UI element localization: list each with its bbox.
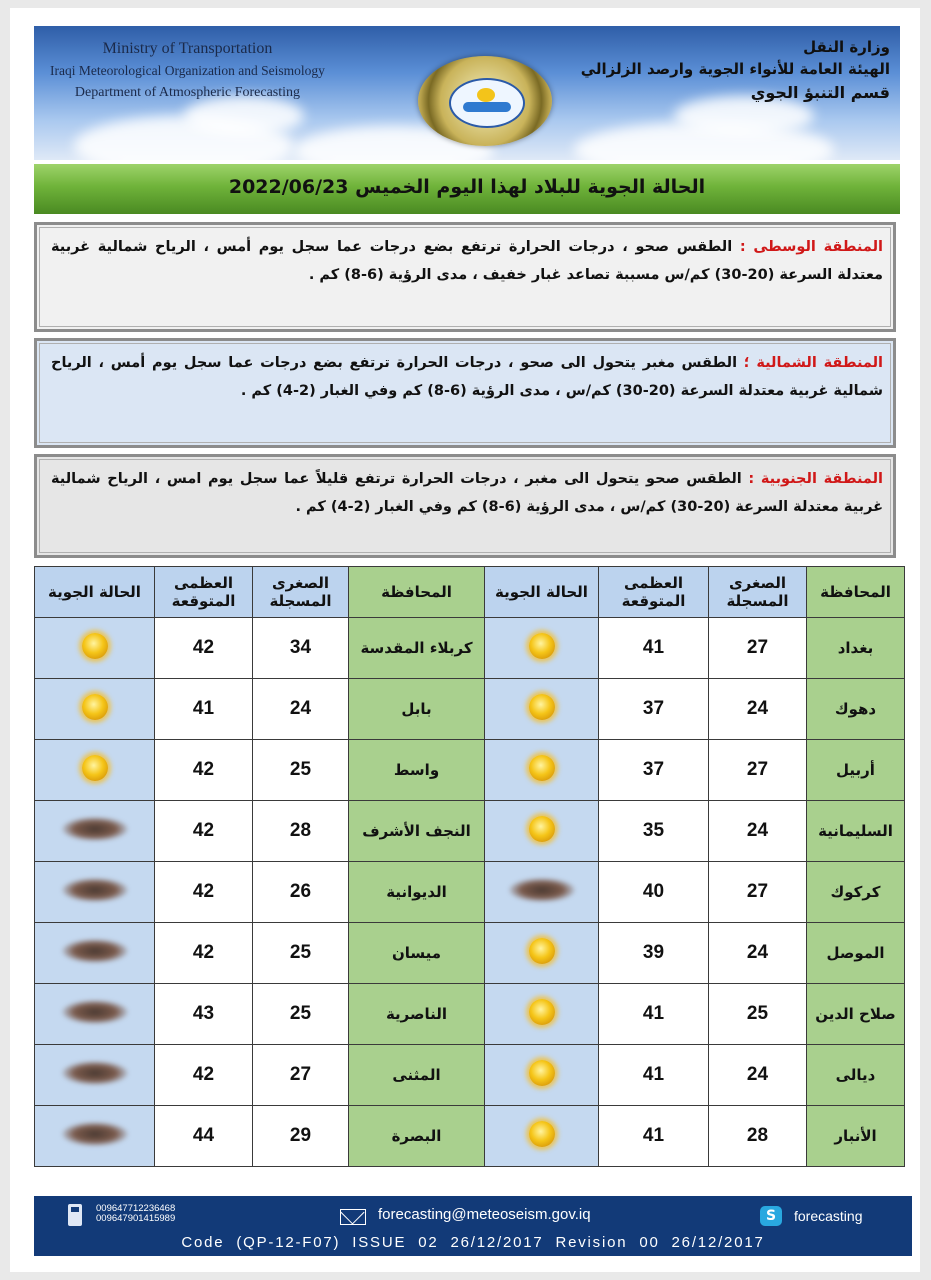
- sun-icon: [82, 694, 108, 720]
- min-temp: 28: [253, 801, 349, 862]
- max-temp: 39: [599, 923, 709, 984]
- weather-cell: [35, 801, 155, 862]
- mail-icon: [340, 1209, 366, 1225]
- min-temp: 25: [253, 740, 349, 801]
- province-name: المثنى: [349, 1045, 485, 1106]
- region-north: [34, 338, 896, 448]
- province-name: ميسان: [349, 923, 485, 984]
- table-row: [35, 801, 905, 862]
- phone-icon: [68, 1204, 82, 1226]
- table-row: [35, 1045, 905, 1106]
- dust-icon: [62, 878, 128, 902]
- max-temp: 40: [599, 862, 709, 923]
- min-temp: 24: [709, 1045, 807, 1106]
- department-name-ar: قسم التنبؤ الجوي: [750, 83, 890, 102]
- title-bar: [34, 164, 900, 214]
- province-name: الأنبار: [807, 1106, 905, 1167]
- min-temp: 29: [253, 1106, 349, 1167]
- sun-icon: [529, 694, 555, 720]
- max-temp: 42: [155, 923, 253, 984]
- dust-icon: [62, 1000, 128, 1024]
- header-weather: الحالة الجوية: [35, 567, 155, 618]
- table-row: [35, 618, 905, 679]
- max-temp: 42: [155, 1045, 253, 1106]
- max-temp: 41: [155, 679, 253, 740]
- weather-cell: [485, 862, 599, 923]
- max-temp: 43: [155, 984, 253, 1045]
- region-south-text: [51, 465, 883, 521]
- sun-icon: [82, 633, 108, 659]
- weather-cell: [485, 1106, 599, 1167]
- weather-cell: [35, 984, 155, 1045]
- organization-name-ar: الهيئة العامة للأنواء الجوية وارصد الزلزالي: [580, 60, 890, 78]
- weather-cell: [35, 1045, 155, 1106]
- min-temp: 27: [253, 1045, 349, 1106]
- region-label: المنطقة الشمالية ؛: [743, 355, 884, 371]
- phone-numbers: [96, 1204, 175, 1224]
- header-province: المحافظة: [807, 567, 905, 618]
- province-name: البصرة: [349, 1106, 485, 1167]
- header-max: العظمى المتوقعة: [599, 567, 709, 618]
- min-temp: 25: [253, 923, 349, 984]
- weather-cell: [35, 923, 155, 984]
- province-name: السليمانية: [807, 801, 905, 862]
- organization-name-en: Iraqi Meteorological Organization and Seismology: [50, 63, 325, 78]
- table-header-row: [35, 567, 905, 618]
- sun-icon: [529, 755, 555, 781]
- weather-cell: [485, 923, 599, 984]
- dust-icon: [62, 1061, 128, 1085]
- weather-cell: [35, 862, 155, 923]
- max-temp: 37: [599, 679, 709, 740]
- province-name: واسط: [349, 740, 485, 801]
- region-label: المنطقة الوسطى :: [739, 239, 883, 255]
- phone-number: 009647712236468: [96, 1203, 176, 1214]
- sun-icon: [529, 1121, 555, 1147]
- header-max: العظمى المتوقعة: [155, 567, 253, 618]
- min-temp: 27: [709, 618, 807, 679]
- ministry-name-en: Ministry of Transportation: [102, 40, 273, 57]
- max-temp: 41: [599, 618, 709, 679]
- sun-icon: [529, 816, 555, 842]
- footer: [34, 1196, 912, 1256]
- sun-icon: [529, 633, 555, 659]
- max-temp: 41: [599, 984, 709, 1045]
- header-province: المحافظة: [349, 567, 485, 618]
- sun-icon: [82, 755, 108, 781]
- table-row: [35, 740, 905, 801]
- weather-cell: [35, 679, 155, 740]
- province-name: دهوك: [807, 679, 905, 740]
- dust-icon: [62, 817, 128, 841]
- province-name: كربلاء المقدسة: [349, 618, 485, 679]
- table-row: [35, 862, 905, 923]
- skype-id[interactable]: forecasting: [794, 1208, 863, 1224]
- max-temp: 41: [599, 1045, 709, 1106]
- province-name: النجف الأشرف: [349, 801, 485, 862]
- header-min: الصغرى المسجلة: [253, 567, 349, 618]
- table-row: [35, 984, 905, 1045]
- forecast-table: [34, 566, 905, 1167]
- max-temp: 37: [599, 740, 709, 801]
- region-description: الطقس صحو ، درجات الحرارة ترتفع بضع درجات عما سجل يوم أمس ، الرياح شمالية غربية معتدلة السرعة (20-30) كم/س مسببة تصاعد غبار خفيف ، مدى الرؤية (6-8) كم .: [51, 239, 883, 283]
- weather-cell: [35, 740, 155, 801]
- max-temp: 41: [599, 1106, 709, 1167]
- max-temp: 35: [599, 801, 709, 862]
- header-banner: [34, 26, 900, 160]
- min-temp: 24: [709, 923, 807, 984]
- page-title: الحالة الجوية للبلاد لهذا اليوم الخميس 2022/06/23: [228, 176, 706, 198]
- weather-cell: [35, 618, 155, 679]
- weather-cell: [485, 740, 599, 801]
- max-temp: 42: [155, 740, 253, 801]
- dust-icon: [62, 1122, 128, 1146]
- region-description: الطقس مغبر يتحول الى صحو ، درجات الحرارة ترتفع بضع درجات عما سجل يوم أمس ، الرياح شمالية غربية معتدلة السرعة (20-30) كم/س ، مدى الرؤية (6-8) كم وفي الغبار (2-4) كم .: [51, 355, 883, 399]
- min-temp: 28: [709, 1106, 807, 1167]
- max-temp: 42: [155, 801, 253, 862]
- region-description: الطقس صحو يتحول الى مغبر ، درجات الحرارة ترتفع قليلاً عما سجل يوم امس ، الرياح شمالية غربية معتدلة السرعة (20-30) كم/س ، مدى الرؤية (6-8) كم وفي الغبار (2-4) كم .: [51, 471, 883, 515]
- header-weather: الحالة الجوية: [485, 567, 599, 618]
- organization-logo-icon: [418, 56, 552, 146]
- table-row: [35, 923, 905, 984]
- min-temp: 27: [709, 740, 807, 801]
- email-link[interactable]: forecasting@meteoseism.gov.iq: [378, 1206, 591, 1223]
- region-central-text: [51, 233, 883, 289]
- province-name: صلاح الدين: [807, 984, 905, 1045]
- region-central: [34, 222, 896, 332]
- province-name: الديوانية: [349, 862, 485, 923]
- weather-cell: [485, 679, 599, 740]
- province-name: بغداد: [807, 618, 905, 679]
- province-name: ديالى: [807, 1045, 905, 1106]
- min-temp: 24: [709, 679, 807, 740]
- weather-cell: [35, 1106, 155, 1167]
- phone-number: 009647901415989: [96, 1213, 176, 1224]
- sun-icon: [529, 999, 555, 1025]
- min-temp: 24: [253, 679, 349, 740]
- max-temp: 44: [155, 1106, 253, 1167]
- table-row: [35, 679, 905, 740]
- skype-icon: S: [760, 1206, 782, 1226]
- dust-icon: [509, 878, 575, 902]
- department-name-en: Department of Atmospheric Forecasting: [74, 85, 301, 100]
- dust-icon: [62, 939, 128, 963]
- document-code: Code (QP-12-F07) ISSUE 02 26/12/2017 Revision 00 26/12/2017: [181, 1234, 765, 1251]
- weather-cell: [485, 984, 599, 1045]
- header-min: الصغرى المسجلة: [709, 567, 807, 618]
- min-temp: 24: [709, 801, 807, 862]
- province-name: كركوك: [807, 862, 905, 923]
- province-name: بابل: [349, 679, 485, 740]
- min-temp: 25: [709, 984, 807, 1045]
- sun-icon: [529, 938, 555, 964]
- weather-cell: [485, 618, 599, 679]
- min-temp: 27: [709, 862, 807, 923]
- min-temp: 25: [253, 984, 349, 1045]
- header-english: [50, 38, 325, 104]
- header-arabic: [581, 36, 890, 106]
- max-temp: 42: [155, 618, 253, 679]
- region-north-text: [51, 349, 883, 405]
- ministry-name-ar: وزارة النقل: [803, 38, 890, 56]
- max-temp: 42: [155, 862, 253, 923]
- sun-icon: [529, 1060, 555, 1086]
- region-south: [34, 454, 896, 558]
- province-name: الموصل: [807, 923, 905, 984]
- min-temp: 34: [253, 618, 349, 679]
- region-label: المنطقة الجنوبية :: [748, 471, 884, 487]
- weather-cell: [485, 801, 599, 862]
- min-temp: 26: [253, 862, 349, 923]
- table-row: [35, 1106, 905, 1167]
- weather-cell: [485, 1045, 599, 1106]
- province-name: الناصرية: [349, 984, 485, 1045]
- province-name: أربيل: [807, 740, 905, 801]
